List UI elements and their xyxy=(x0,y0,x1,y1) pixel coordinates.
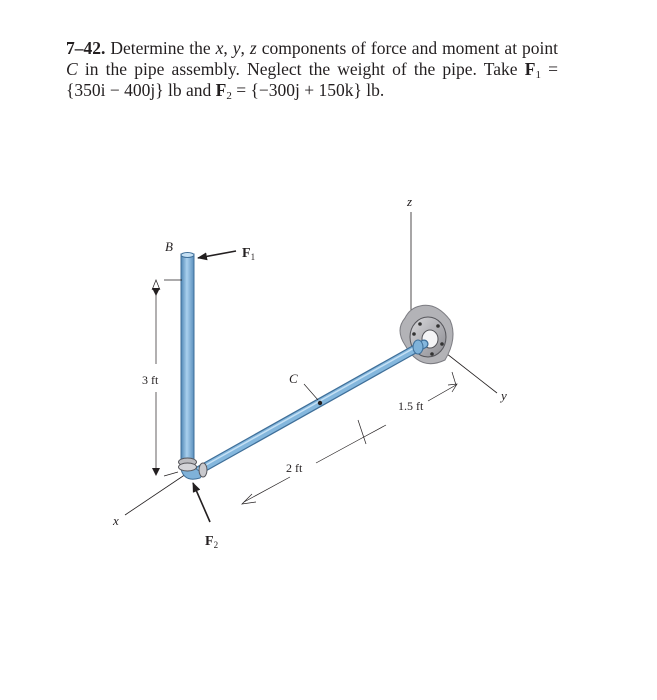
dim-upper-label: 1.5 ft xyxy=(398,399,424,413)
dim-vertical-label: 3 ft xyxy=(142,373,159,387)
dim-lower-label: 2 ft xyxy=(286,461,303,475)
force-1-label: $F_1$ xyxy=(242,246,256,262)
f1-symbol: F xyxy=(524,59,536,79)
f2-expression: = {−300j + 150k} lb. xyxy=(236,80,385,100)
f1-expression: = {350i − 400j} lb and xyxy=(66,59,559,100)
problem-statement: 7–42. Determine the x, y, z components of force and moment at point C in the pipe assembly. Neglect the weight of the pipe. Take $F_1 = \{350i - 400j\}$ lb and $F_2 = \{-300j + 150k\}$ lb. xyxy=(66,38,559,102)
point-c-label: C xyxy=(289,371,298,386)
y-axis-line xyxy=(442,350,497,393)
text-mid: in the pipe assembly. Neglect the weight of the pipe. Take xyxy=(84,59,518,79)
problem-number: 7–42. xyxy=(66,38,106,58)
point-b-label: B xyxy=(165,239,173,254)
var-x: x xyxy=(215,38,224,58)
var-z: z xyxy=(249,38,257,58)
f1-sub: 1 xyxy=(535,69,541,81)
f2-symbol: F xyxy=(215,80,227,100)
point-c-text: C xyxy=(66,59,78,79)
point-c-leader xyxy=(304,384,318,400)
text-components: components of force and moment at point xyxy=(261,38,559,58)
force-2-arrow xyxy=(193,483,210,522)
x-axis-label: x xyxy=(113,513,119,528)
diagonal-pipe xyxy=(196,340,424,472)
text-intro: Determine the xyxy=(110,38,211,58)
force-1-arrow xyxy=(198,251,236,258)
z-axis-label: z xyxy=(407,194,413,209)
vertical-pipe xyxy=(181,253,194,465)
x-axis-line xyxy=(125,470,192,515)
var-y: y xyxy=(232,38,241,58)
f2-sub: 2 xyxy=(226,90,232,102)
point-c-marker xyxy=(318,401,322,405)
force-2-label: $F_2$ xyxy=(205,534,219,550)
y-axis-label: y xyxy=(501,388,507,403)
